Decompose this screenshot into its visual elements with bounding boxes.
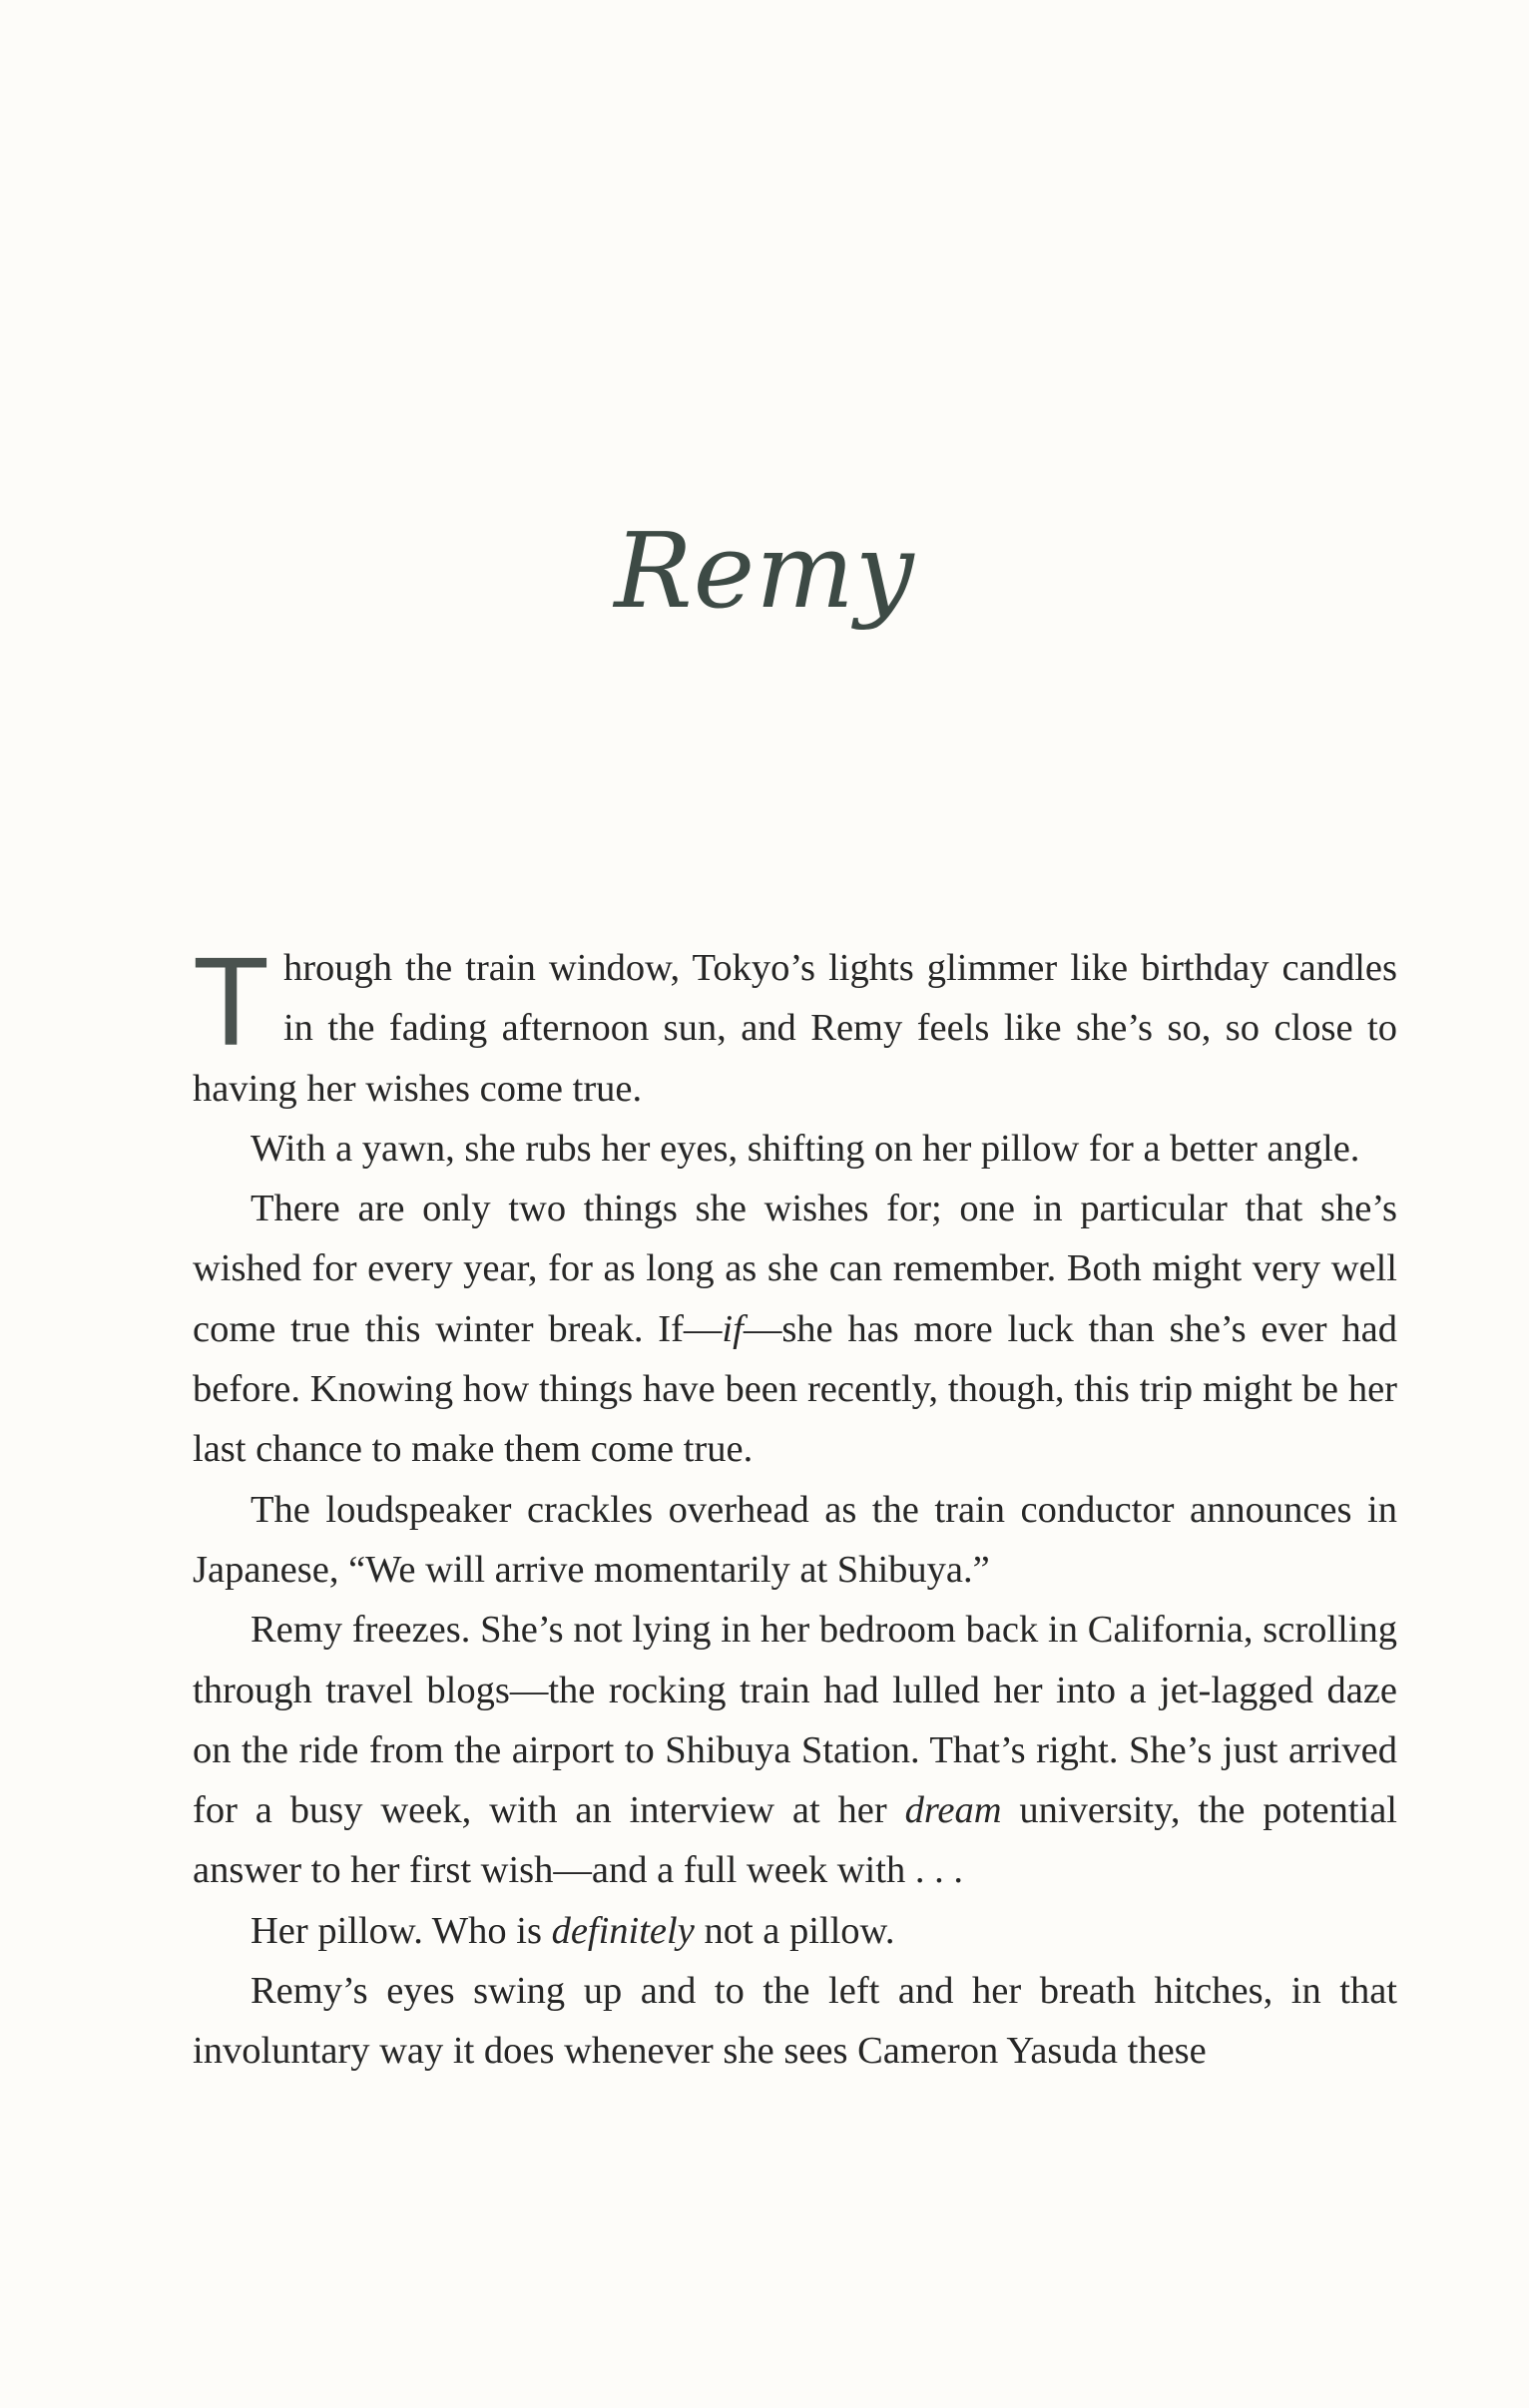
paragraph-3-part-b: —she has more luck than she’s ever had before. Knowing how things have been recently, though, this trip might be her last chance to make them come true.	[193, 1307, 1397, 1471]
paragraph-4: The loudspeaker crackles overhead as the train conductor announces in Japanese, “We will arrive momentarily at Shibuya.”	[193, 1488, 1397, 1591]
paragraph-2: With a yawn, she rubs her eyes, shifting on her pillow for a better angle.	[251, 1127, 1360, 1170]
paragraph-1-text: hrough the train window, Tokyo’s lights glimmer like birthday candles in the fading afternoon sun, and Remy feels like she’s so, so close to having her wishes come true.	[193, 947, 1397, 1110]
paragraph-7: Remy’s eyes swing up and to the left and her breath hitches, in that involuntary way it does whenever she sees Cameron Yasuda these	[193, 1970, 1397, 2073]
paragraph-6	[193, 1901, 1397, 1961]
paragraph-5-part-a: Remy freezes. She’s not lying in her bedroom back in California, scrolling through travel blogs—the rocking train had lulled her into a jet-lagged daze on the ride from the airport to Shibuya Station. That’s right. She’s just arrived for a busy week, with an interview at her	[193, 1609, 1397, 1832]
paragraph-5-emphasis: dream	[904, 1789, 1002, 1832]
paragraph-6-emphasis: definitely	[551, 1909, 695, 1952]
chapter-title: Remy	[614, 510, 915, 632]
paragraph-1	[193, 931, 1397, 1119]
paragraph-6-part-b: not a pillow.	[694, 1909, 895, 1952]
paragraph-5	[193, 1600, 1397, 1900]
paragraph-3	[193, 1179, 1397, 1479]
paragraph-3-emphasis: if	[722, 1307, 744, 1350]
body-text	[193, 931, 1397, 2082]
paragraph-3-part-a: There are only two things she wishes for; one in particular that she’s wished for every year, for as long as she can remember. Both might very well come true this winter break. If—	[193, 1188, 1397, 1350]
paragraph-6-part-a: Her pillow. Who is	[251, 1909, 552, 1952]
paragraph-5-part-b: university, the potential answer to her first wish—and a full week with . . .	[193, 1789, 1397, 1892]
drop-cap: T	[193, 931, 269, 1072]
